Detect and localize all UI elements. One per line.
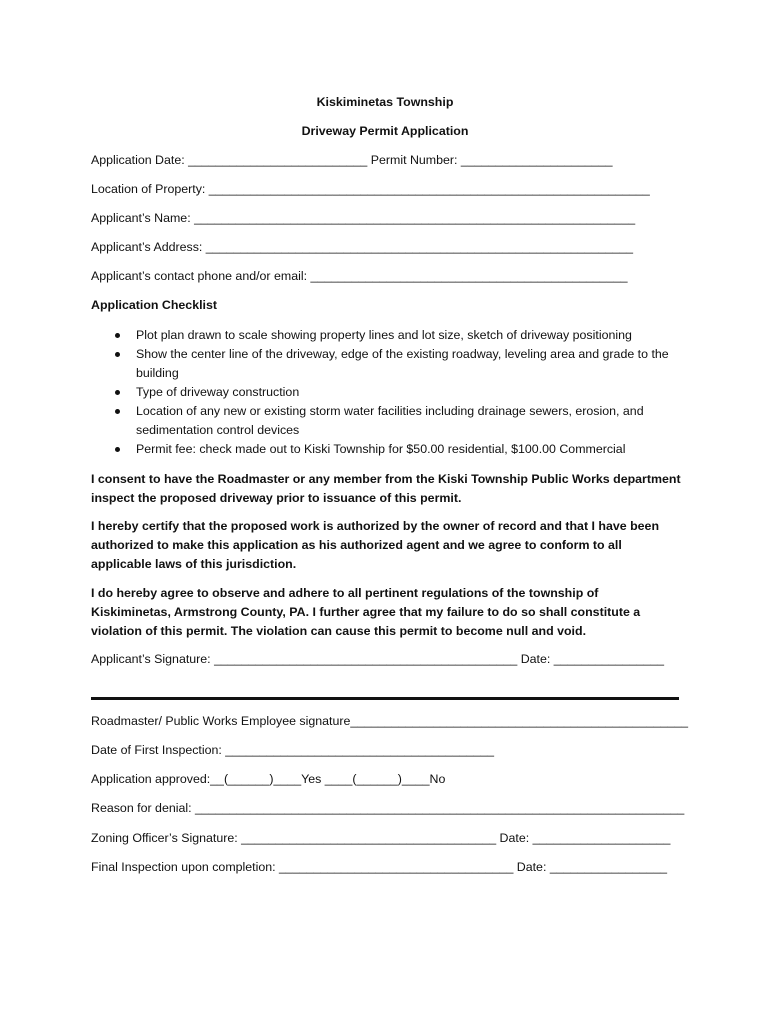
reason-for-denial-field[interactable]: Reason for denial: _______________________________________________________________________: [91, 801, 685, 815]
checklist-item-text: Type of driveway construction: [136, 385, 300, 399]
certify-statement: I hereby certify that the proposed work is authorized by the owner of record and that I have been authorized to make this application as his authorized agent and we agree to conform to all applicable laws of this jurisdiction.: [91, 519, 660, 571]
bullet-icon: [115, 352, 120, 357]
checklist-item-text: Location of any new or existing storm water facilities including drainage sewers, erosion, and sedimentation control devices: [136, 404, 644, 437]
applicant-contact-field[interactable]: Applicant’s contact phone and/or email: ______________________________________________: [91, 269, 628, 283]
consent-statement: I consent to have the Roadmaster or any member from the Kiski Township Public Works department inspect the proposed driveway prior to issuance of this permit.: [91, 472, 681, 505]
application-date-permit-number-field[interactable]: Application Date: __________________________ Permit Number: ______________________: [91, 153, 613, 167]
bullet-icon: [115, 333, 120, 338]
zoning-officer-signature-field[interactable]: Zoning Officer’s Signature: _____________________________________ Date: ____________________: [91, 831, 671, 845]
location-of-property-field[interactable]: Location of Property: ________________________________________________________________: [91, 182, 650, 196]
bullet-icon: [115, 409, 120, 414]
checklist-heading: Application Checklist: [91, 298, 217, 312]
checklist-list: [110, 326, 690, 459]
first-inspection-date-field[interactable]: Date of First Inspection: _______________________________________: [91, 743, 495, 757]
applicant-name-field[interactable]: Applicant’s Name: ________________________________________________________________: [91, 211, 636, 225]
checklist-item: [110, 326, 690, 345]
bullet-icon: [115, 390, 120, 395]
roadmaster-signature-field[interactable]: Roadmaster/ Public Works Employee signature_________________________________________________: [91, 714, 689, 728]
agree-statement: I do hereby agree to observe and adhere to all pertinent regulations of the township of Kiskiminetas, Armstrong County, PA. I further agree that my failure to do so shall constitute a violation of this permit. The violation can cause this permit to become null and void.: [91, 586, 641, 638]
checklist-item-text: Show the center line of the driveway, edge of the existing roadway, leveling area and grade to the building: [136, 347, 669, 380]
checklist-item: [110, 383, 690, 402]
checklist-item-text: Plot plan drawn to scale showing property lines and lot size, sketch of driveway positioning: [136, 328, 632, 342]
form-title: Driveway Permit Application: [301, 124, 469, 138]
application-approved-field[interactable]: Application approved:__(______)____Yes ____(______)____No: [91, 772, 446, 786]
checklist-item-text: Permit fee: check made out to Kiski Township for $50.00 residential, $100.00 Commercial: [136, 442, 626, 456]
section-divider: [91, 697, 679, 700]
final-inspection-field[interactable]: Final Inspection upon completion: __________________________________ Date: _________________: [91, 860, 667, 874]
checklist-item: [110, 345, 690, 383]
bullet-icon: [115, 447, 120, 452]
township-title: Kiskiminetas Township: [316, 95, 454, 109]
applicant-address-field[interactable]: Applicant’s Address: ______________________________________________________________: [91, 240, 634, 254]
checklist-item: [110, 402, 690, 440]
applicant-signature-field[interactable]: Applicant’s Signature: ____________________________________________ Date: ________________: [91, 652, 665, 666]
checklist-item: [110, 440, 690, 459]
